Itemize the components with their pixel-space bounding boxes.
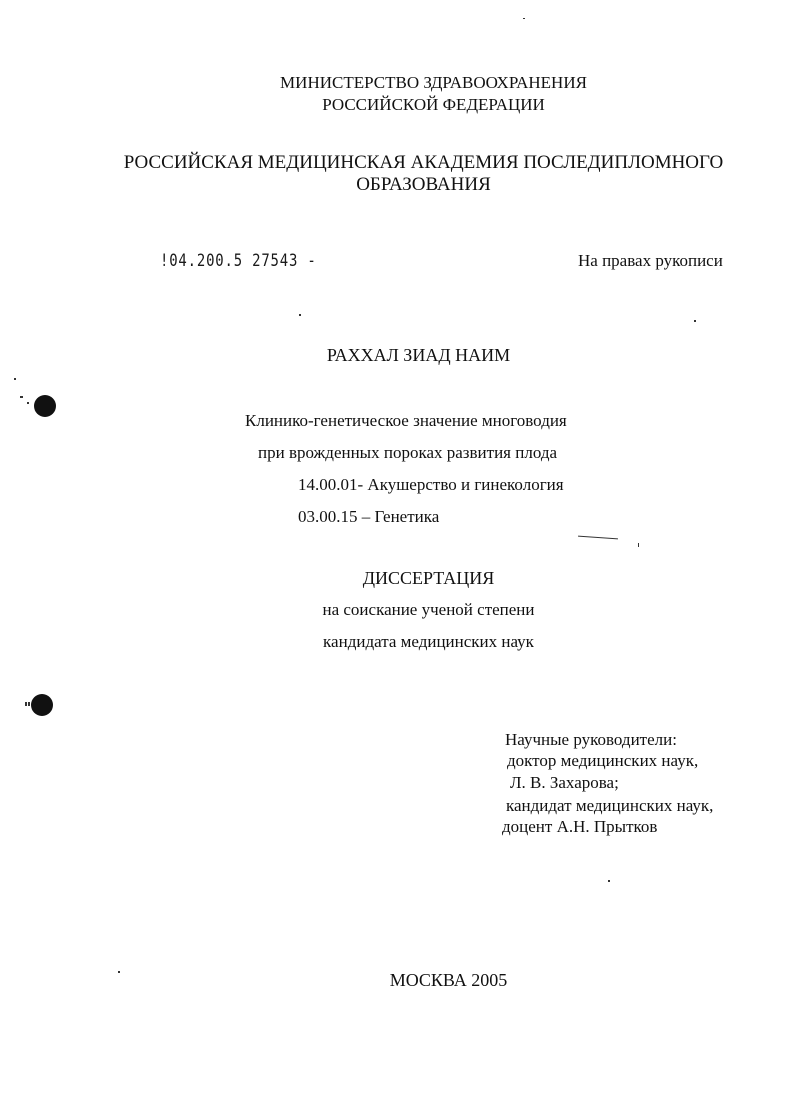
scan-speck: [523, 18, 525, 19]
scan-speck: [20, 396, 23, 398]
scan-speck: [118, 971, 120, 973]
specialty-1: 14.00.01- Акушерство и гинекология: [298, 475, 564, 494]
scan-speck: [608, 880, 610, 882]
scan-speck: [578, 536, 618, 540]
manuscript-rights-note: На правах рукописи: [578, 251, 723, 270]
degree-line-1: на соискание ученой степени: [322, 600, 535, 619]
supervisor-1-degree: доктор медицинских наук,: [507, 751, 699, 770]
ministry-line-1: МИНИСТЕРСТВО ЗДРАВООХРАНЕНИЯ: [280, 73, 587, 92]
supervisors-heading: Научные руководители:: [505, 730, 677, 749]
degree-line-2: кандидата медицинских наук: [323, 632, 534, 651]
ministry-line-2: РОССИЙСКОЙ ФЕДЕРАЦИИ: [322, 95, 545, 114]
library-stamp-number: !04.200.5 27543 -: [160, 251, 317, 271]
academy-header: [25, 152, 797, 196]
ministry-header: [35, 72, 797, 116]
binder-hole-bottom: [31, 694, 53, 716]
binder-hole-top: [34, 395, 56, 417]
specialty-2: 03.00.15 – Генетика: [298, 507, 440, 526]
academy-line-2: ОБРАЗОВАНИЯ: [356, 174, 491, 195]
scan-speck: [28, 702, 30, 706]
supervisor-1-name: Л. В. Захарова;: [510, 773, 619, 792]
scan-speck: [27, 402, 29, 404]
author-name: РАХХАЛ ЗИАД НАИМ: [326, 345, 511, 365]
document-type: ДИССЕРТАЦИЯ: [362, 568, 495, 588]
scan-speck: [25, 702, 27, 706]
dissertation-title-line-2: при врожденных пороках развития плода: [258, 443, 558, 462]
scan-speck: [14, 378, 16, 380]
scan-speck: [299, 314, 301, 316]
scan-speck: [638, 543, 639, 547]
supervisor-2-name: доцент А.Н. Прытков: [502, 817, 658, 836]
academy-line-1: РОССИЙСКАЯ МЕДИЦИНСКАЯ АКАДЕМИЯ ПОСЛЕДИПЛОМНОГО: [123, 152, 724, 173]
supervisor-2-degree: кандидат медицинских наук,: [506, 796, 714, 815]
city-year: МОСКВА 2005: [389, 970, 508, 990]
dissertation-title-line-1: Клинико-генетическое значение многоводия: [245, 411, 567, 430]
scan-speck: [694, 320, 696, 322]
